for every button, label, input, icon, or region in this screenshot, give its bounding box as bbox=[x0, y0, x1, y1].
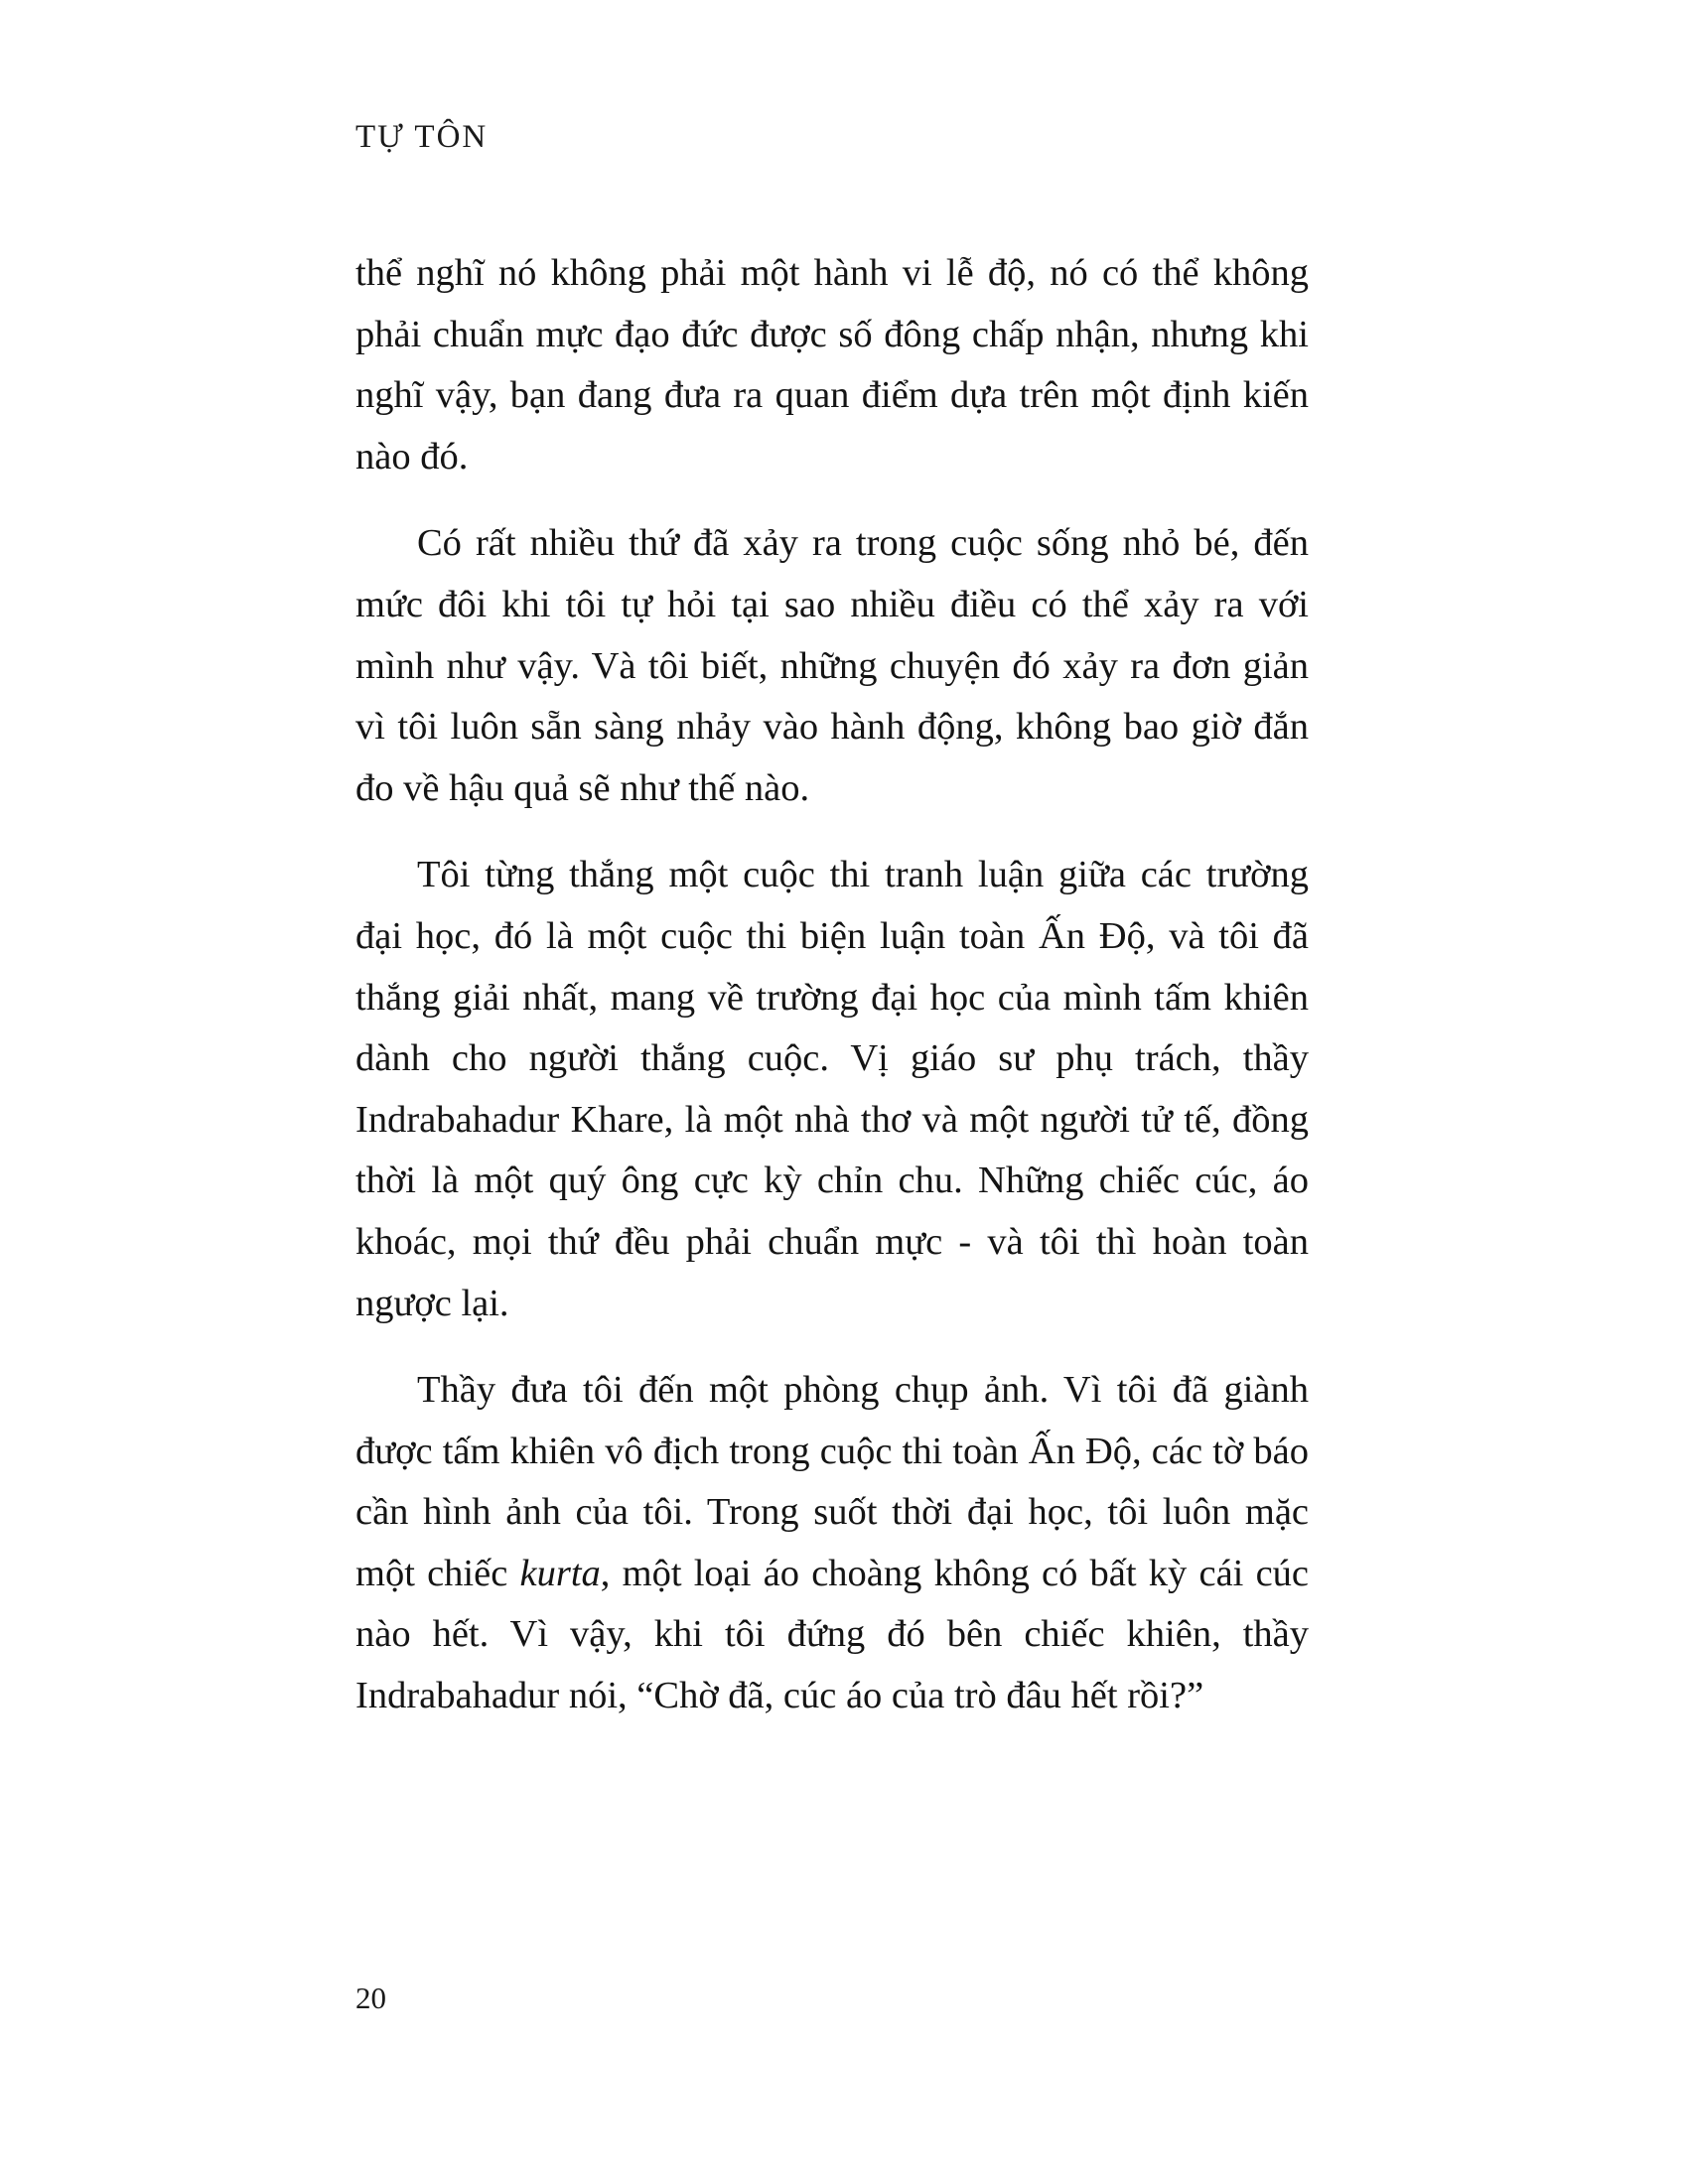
page-content bbox=[355, 119, 1309, 1727]
paragraph-4-part-1: Thầy đưa tôi đến một phòng chụp ảnh. Vì tôi đã giành được tấm khiên vô địch trong cuộc thi toàn Ấn Độ, các tờ báo cần hình ảnh của tôi. Trong suốt thời đại học, tôi luôn mặc một chiếc bbox=[355, 1369, 1309, 1594]
running-head: TỰ TÔN bbox=[355, 119, 489, 155]
paragraph-4-part-2: , một loại áo choàng không có bất kỳ cái cúc nào hết. Vì vậy, khi tôi đứng đó bên chiếc khiên, thầy Indrabahadur nói, “Chờ đã, cúc áo của trò đâu hết rồi?” bbox=[355, 1552, 1310, 1717]
paragraph-2: Có rất nhiều thứ đã xảy ra trong cuộc sống nhỏ bé, đến mức đôi khi tôi tự hỏi tại sao nhiều điều có thể xảy ra với mình như vậy. Và tôi biết, những chuyện đó xảy ra đơn giản vì tôi luôn sẵn sàng nhảy vào hành động, không bao giờ đắn đo về hậu quả sẽ như thế nào. bbox=[355, 522, 1309, 809]
paragraph-3: Tôi từng thắng một cuộc thi tranh luận giữa các trường đại học, đó là một cuộc thi biện luận toàn Ấn Độ, và tôi đã thắng giải nhất, mang về trường đại học của mình tấm khiên dành cho người thắng cuộc. Vị giáo sư phụ trách, thầy Indrabahadur Khare, là một nhà thơ và một người tử tế, đồng thời là một quý ông cực kỳ chỉn chu. Những chiếc cúc, áo khoác, mọi thứ đều phải chuẩn mực - và tôi thì hoàn toàn ngược lại. bbox=[355, 854, 1309, 1324]
paragraph-4 bbox=[355, 1360, 1309, 1727]
paragraph-1: thể nghĩ nó không phải một hành vi lễ độ, nó có thể không phải chuẩn mực đạo đức được số đông chấp nhận, nhưng khi nghĩ vậy, bạn đang đưa ra quan điểm dựa trên một định kiến nào đó. bbox=[355, 252, 1309, 478]
paragraph-4-italic-term: kurta bbox=[519, 1552, 601, 1594]
page-number: 20 bbox=[355, 1980, 386, 2015]
body-text bbox=[355, 243, 1309, 1727]
